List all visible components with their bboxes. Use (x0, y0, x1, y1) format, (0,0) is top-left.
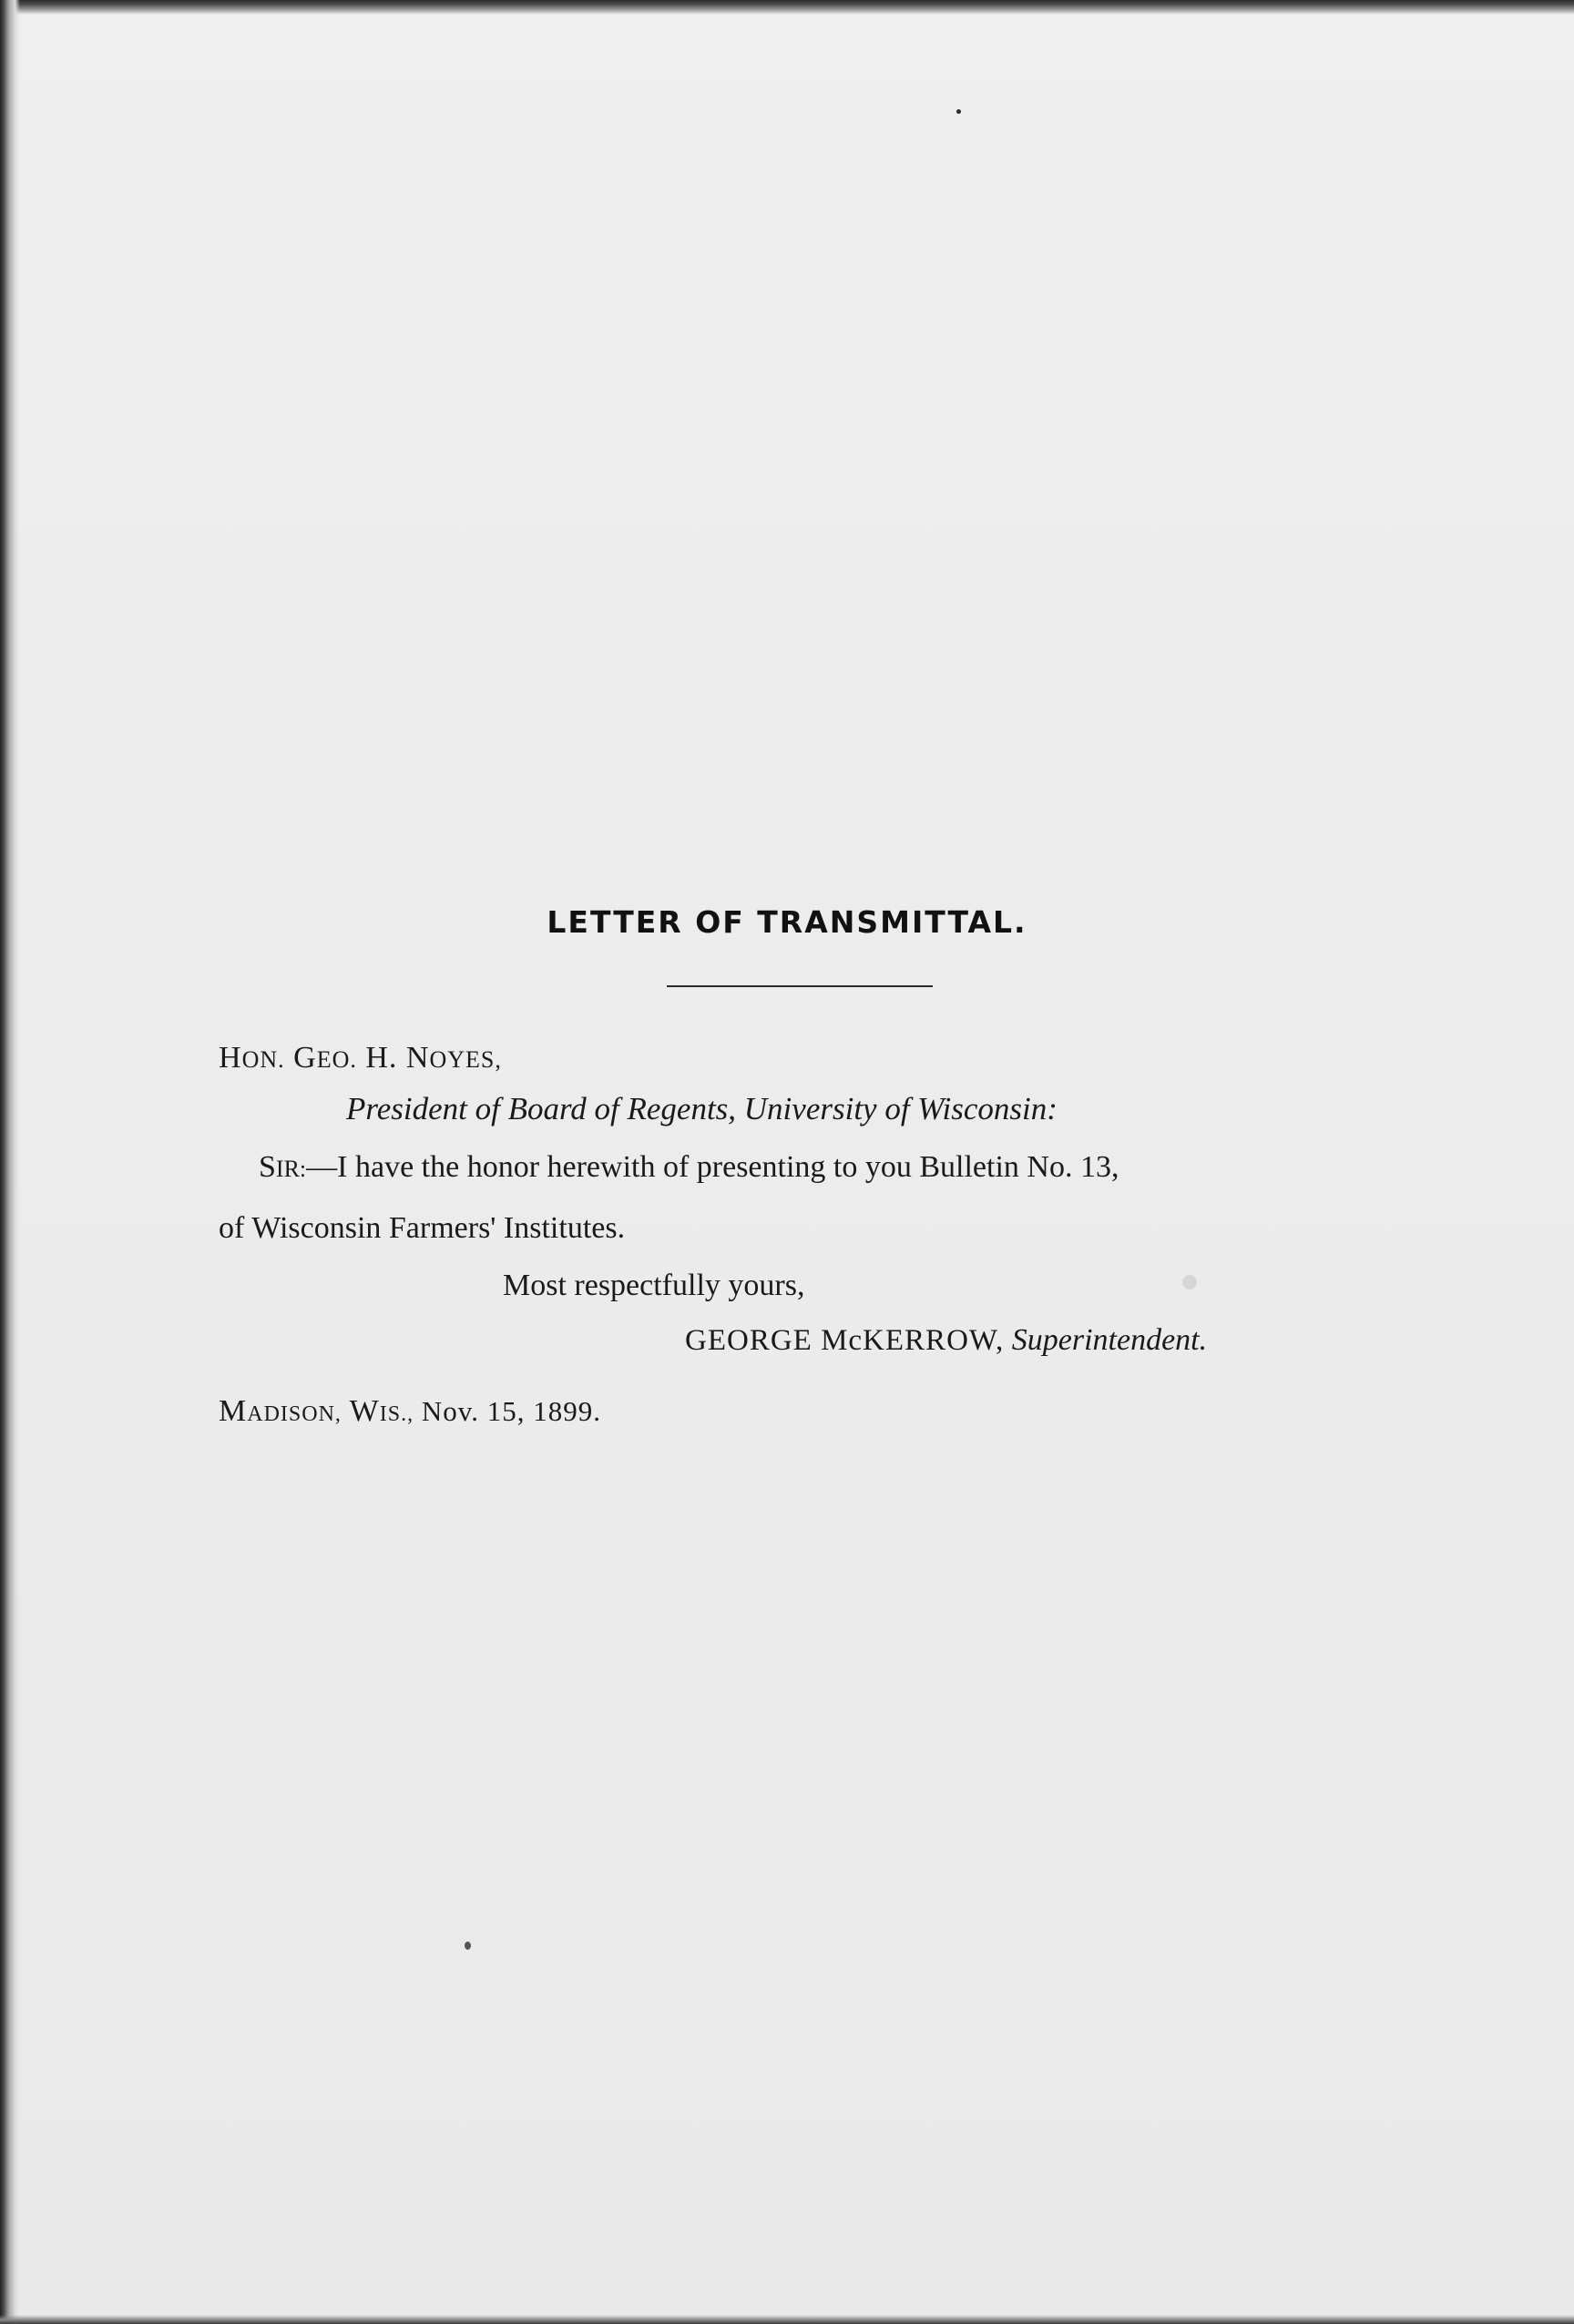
madison-initial: M (219, 1394, 248, 1428)
ink-speck (465, 1942, 471, 1950)
scan-left-edge (0, 0, 20, 2324)
geo-rest: EO. (316, 1046, 357, 1073)
ink-speck (956, 109, 961, 114)
geo-initial: G (293, 1041, 317, 1075)
title-rule (667, 985, 933, 987)
closing-line: Most respectfully yours, (503, 1269, 805, 1302)
scan-bottom-edge (0, 2315, 1574, 2324)
letter-title: LETTER OF TRANSMITTAL. (547, 904, 1027, 940)
surname-initial: N (405, 1041, 430, 1075)
sir-rest: IR: (275, 1156, 307, 1182)
body-text-1: —I have the honor herewith of presenting to you Bulletin No. 13, (306, 1150, 1119, 1184)
madison-rest: ADISON, (247, 1402, 342, 1426)
addressee-title: President of Board of Regents, University of Wisconsin: (346, 1091, 1058, 1126)
paper-blemish (1182, 1275, 1197, 1289)
body-line-1 (259, 1152, 1119, 1183)
wis-rest: IS., (379, 1402, 414, 1426)
dateline (219, 1396, 601, 1427)
signature-line (685, 1325, 1207, 1356)
sir-initial: S (259, 1150, 276, 1184)
scan-top-edge (0, 0, 1574, 15)
hon-rest: ON. (241, 1046, 285, 1073)
salutation-line (219, 1043, 502, 1074)
middle-initial: H. (365, 1041, 398, 1075)
signatory-name: GEORGE McKERROW, (685, 1324, 1005, 1357)
letter-date: Nov. 15, 1899. (421, 1395, 601, 1427)
signatory-role: Superintendent. (1011, 1323, 1208, 1357)
body-line-2: of Wisconsin Farmers' Institutes. (219, 1211, 626, 1245)
surname-rest: OYES, (429, 1046, 502, 1073)
hon-initial: H (219, 1041, 242, 1075)
wis-initial: W (349, 1394, 380, 1428)
